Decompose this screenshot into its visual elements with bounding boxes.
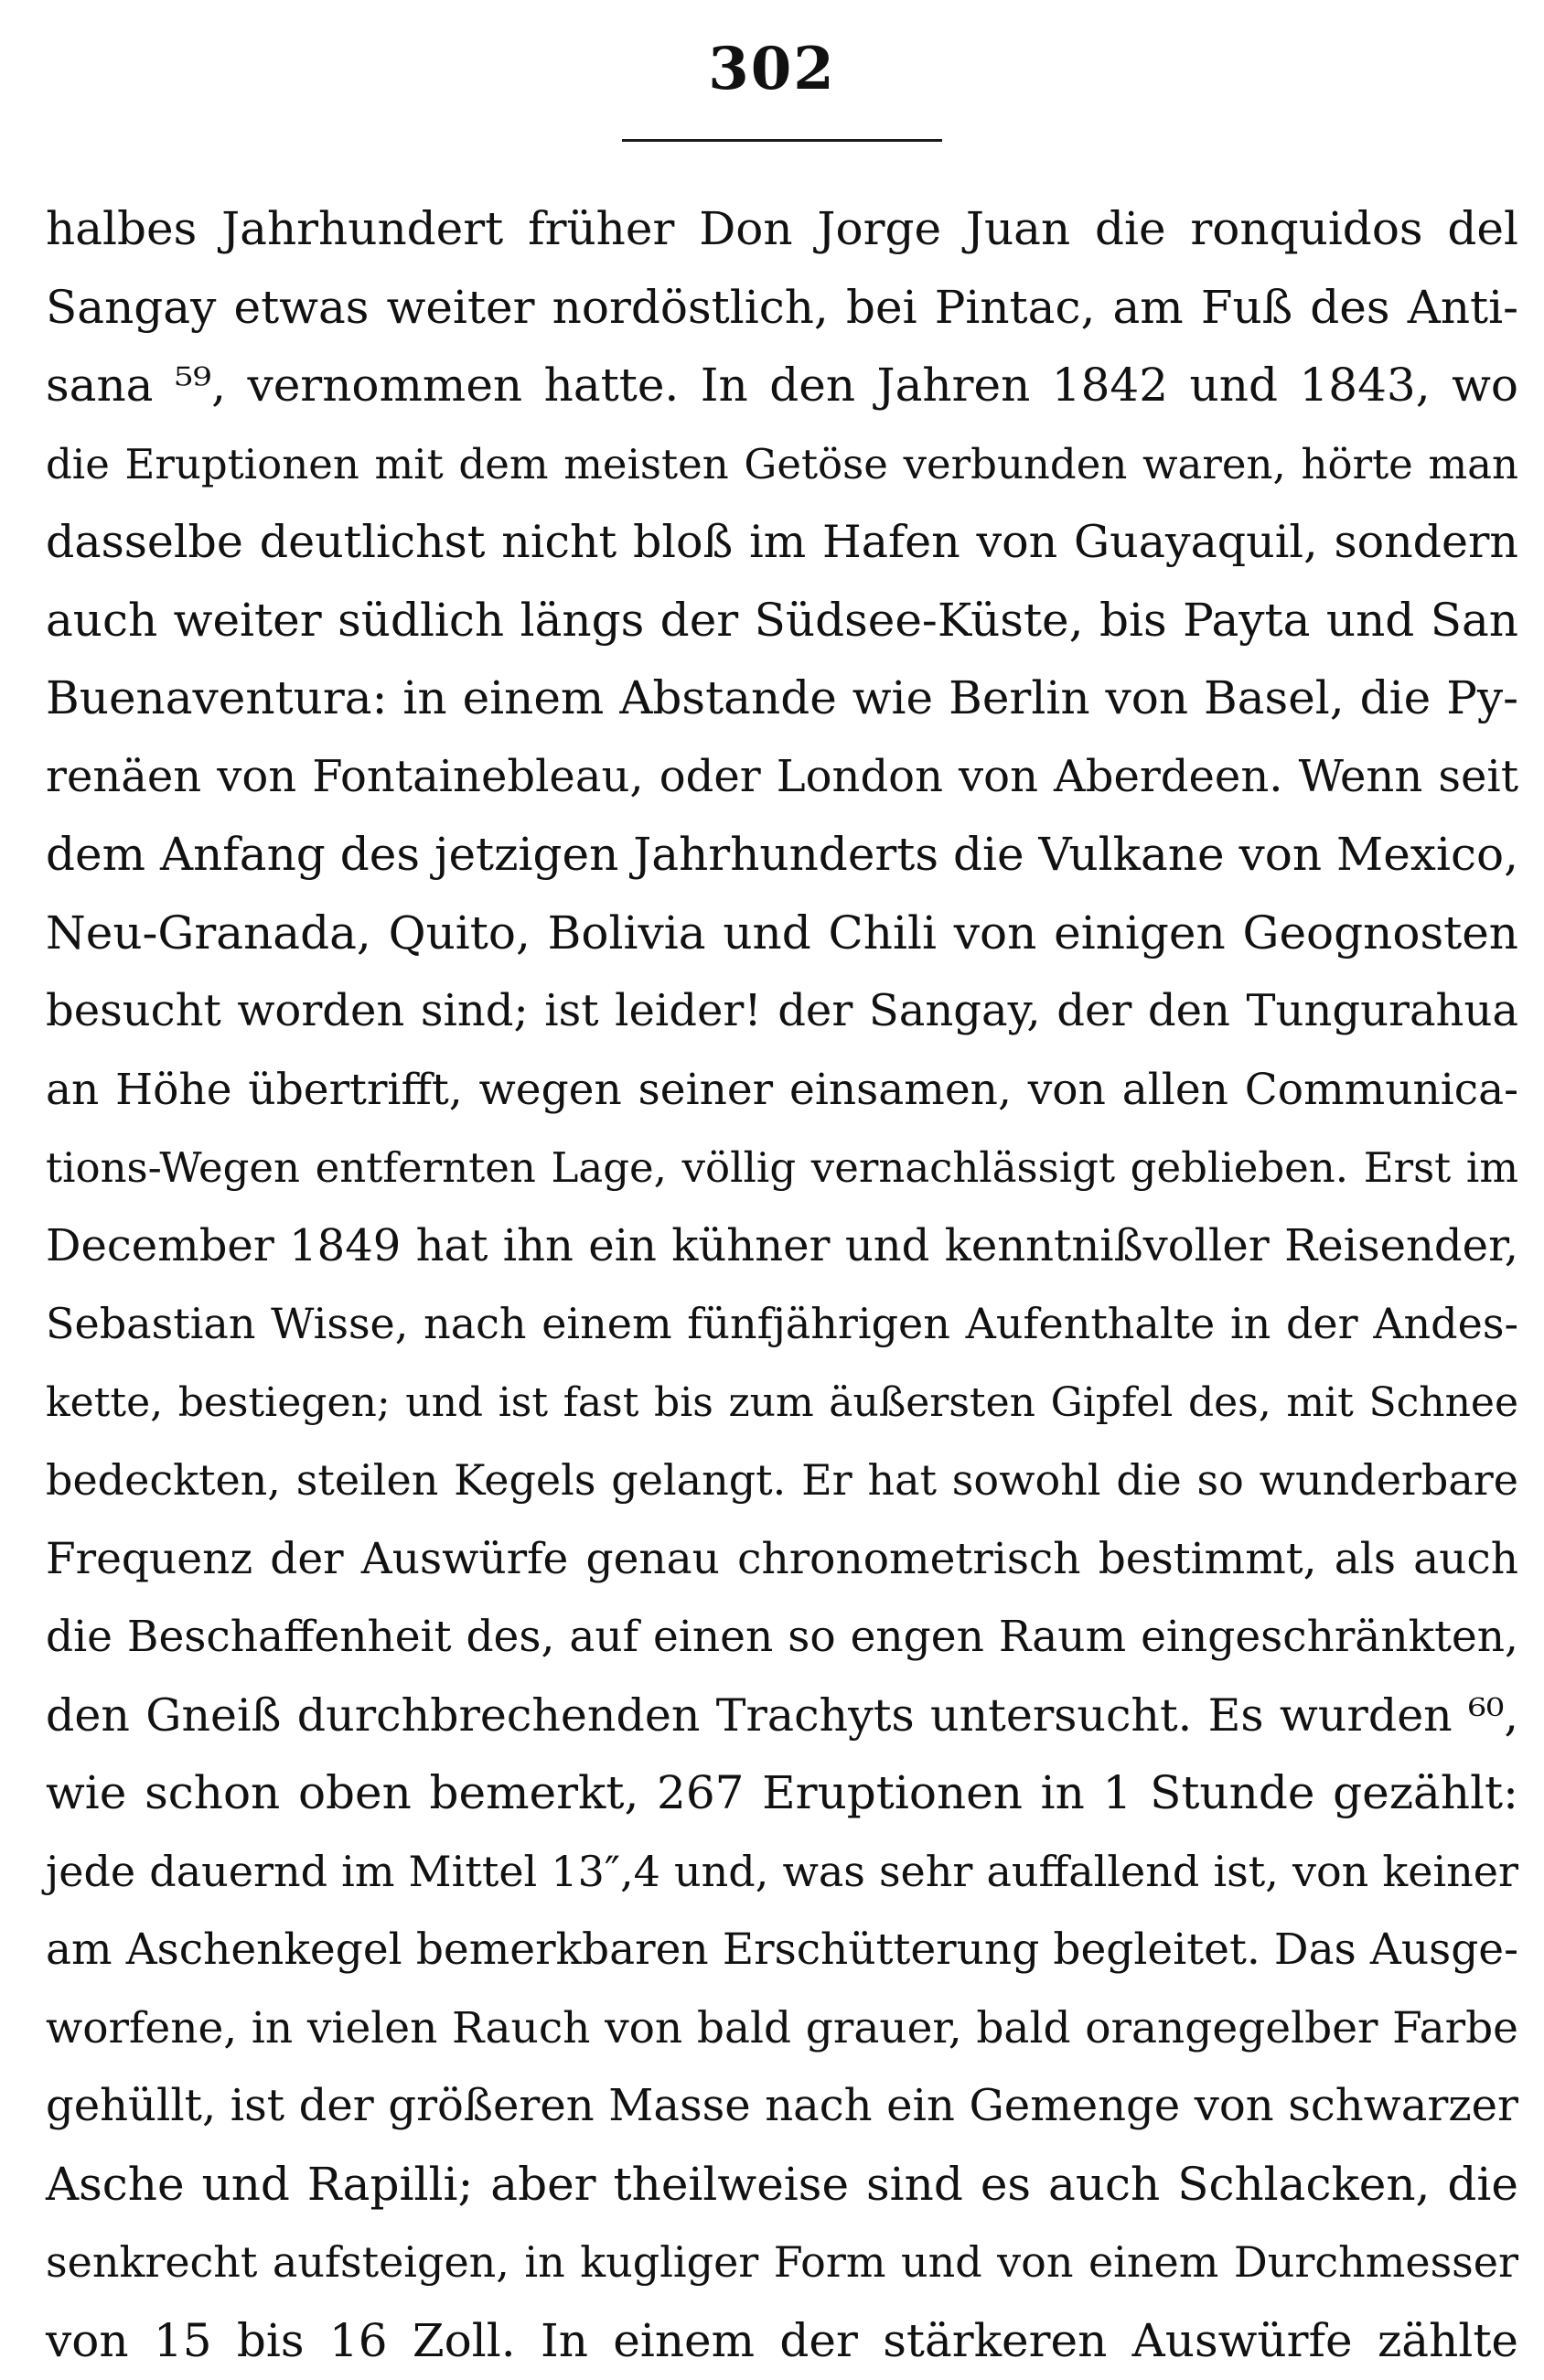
- text-line: Frequenz der Auswürfe genau chronometrisch bestimmt, als auch: [46, 1520, 1518, 1599]
- text-line: Asche und Rapilli; aber theilweise sind es auch Schlacken, die: [46, 2146, 1518, 2225]
- text-line: renäen von Fontainebleau, oder London von Aberdeen. Wenn seit: [46, 738, 1518, 817]
- text-line: die Eruptionen mit dem meisten Getöse verbunden waren, hörte man: [46, 425, 1518, 504]
- text-line: kette, bestiegen; und ist fast bis zum äußersten Gipfel des, mit Schnee: [46, 1364, 1518, 1442]
- text-line: besucht worden sind; ist leider! der Sangay, der den Tungurahua: [46, 972, 1518, 1051]
- text-line: den Gneiß durchbrechenden Trachyts untersucht. Es wurden ⁶⁰,: [46, 1677, 1518, 1755]
- text-line: von 15 bis 16 Zoll. In einem der stärkeren Auswürfe zählte: [46, 2302, 1518, 2380]
- text-line: senkrecht aufsteigen, in kugliger Form und von einem Durchmesser: [46, 2224, 1518, 2302]
- text-line: Buenaventura: in einem Abstande wie Berlin von Basel, die Py-: [46, 659, 1518, 738]
- text-line: December 1849 hat ihn ein kühner und kenntnißvoller Reisender,: [46, 1207, 1518, 1286]
- text-line: Sangay etwas weiter nordöstlich, bei Pintac, am Fuß des Anti-: [46, 269, 1518, 348]
- text-line: jede dauernd im Mittel 13″,4 und, was sehr auffallend ist, von keiner: [46, 1833, 1518, 1912]
- text-line: Sebastian Wisse, nach einem fünfjährigen Aufenthalte in der Andes-: [46, 1285, 1518, 1364]
- text-line: halbes Jahrhundert früher Don Jorge Juan die ronquidos del: [46, 190, 1518, 269]
- text-line: worfene, in vielen Rauch von bald grauer, bald orangegelber Farbe: [46, 1989, 1518, 2068]
- text-line: Neu-Granada, Quito, Bolivia und Chili von einigen Geognosten: [46, 895, 1518, 973]
- body-text: [46, 190, 1518, 2380]
- text-line: dasselbe deutlichst nicht bloß im Hafen von Guayaquil, sondern: [46, 503, 1518, 582]
- page-number: 302: [0, 35, 1544, 103]
- text-line: gehüllt, ist der größeren Masse nach ein Gemenge von schwarzer: [46, 2067, 1518, 2146]
- text-line: bedeckten, steilen Kegels gelangt. Er hat sowohl die so wunderbare: [46, 1442, 1518, 1520]
- text-line: die Beschaffenheit des, auf einen so engen Raum eingeschränkten,: [46, 1598, 1518, 1677]
- text-line: dem Anfang des jetzigen Jahrhunderts die Vulkane von Mexico,: [46, 816, 1518, 895]
- text-line: auch weiter südlich längs der Südsee-Küste, bis Payta und San: [46, 582, 1518, 660]
- text-line: sana ⁵⁹, vernommen hatte. In den Jahren 1842 und 1843, wo: [46, 347, 1518, 425]
- text-line: am Aschenkegel bemerkbaren Erschütterung begleitet. Das Ausge-: [46, 1911, 1518, 1989]
- text-line: tions-Wegen entfernten Lage, völlig vernachlässigt geblieben. Erst im: [46, 1129, 1518, 1207]
- text-line: wie schon oben bemerkt, 267 Eruptionen in 1 Stunde gezählt:: [46, 1754, 1518, 1833]
- header-rule: [622, 139, 942, 142]
- text-line: an Höhe übertrifft, wegen seiner einsamen, von allen Communica-: [46, 1051, 1518, 1130]
